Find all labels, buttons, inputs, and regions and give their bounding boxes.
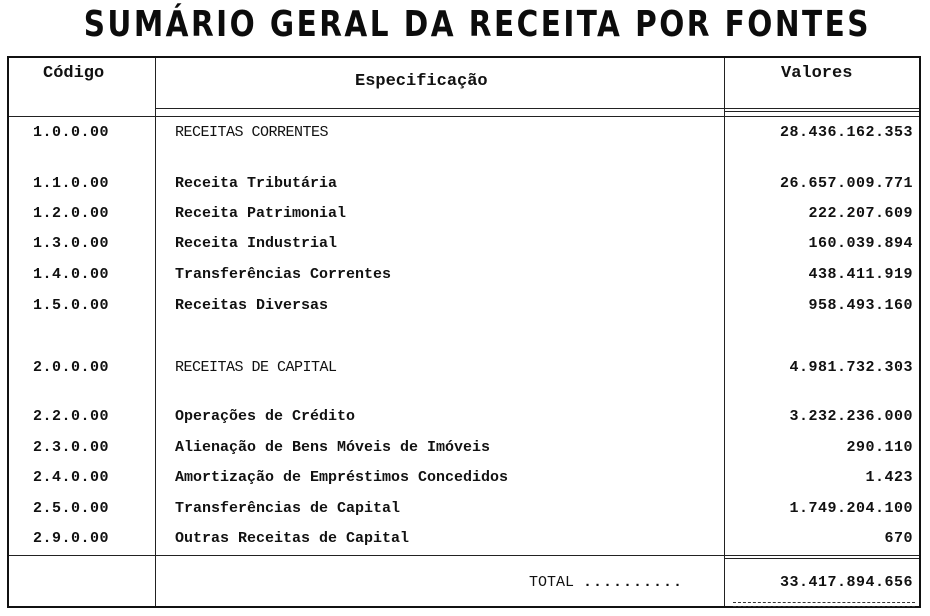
row-value: 222.207.609 [808, 205, 913, 222]
header-spec: Especificação [355, 72, 488, 91]
total-leader-dots: .......... [583, 574, 684, 591]
table-row [9, 291, 919, 321]
row-code: 1.5.0.00 [33, 297, 110, 314]
header-code: Código [43, 64, 105, 83]
table-row [9, 260, 919, 290]
row-code: 2.9.0.00 [33, 530, 110, 547]
total-value: 33.417.894.656 [779, 574, 913, 591]
table-row [9, 229, 919, 259]
table-row [9, 402, 919, 432]
total-double-underline [733, 602, 915, 607]
row-value: 1.749.204.100 [789, 500, 913, 517]
row-value: 1.423 [865, 469, 913, 486]
table-row [9, 199, 919, 229]
row-spec: RECEITAS DE CAPITAL [175, 359, 337, 376]
row-code: 1.3.0.00 [33, 235, 110, 252]
row-spec: Amortização de Empréstimos Concedidos [175, 469, 509, 486]
header-value: Valores [781, 64, 853, 83]
table-row [9, 463, 919, 493]
row-code: 1.1.0.00 [33, 175, 110, 192]
row-spec: Alienação de Bens Móveis de Imóveis [175, 439, 491, 456]
row-value: 438.411.919 [808, 266, 913, 283]
row-value: 3.232.236.000 [789, 408, 913, 425]
row-value: 670 [884, 530, 913, 547]
row-value: 958.493.160 [808, 297, 913, 314]
row-code: 2.0.0.00 [33, 359, 110, 376]
revenue-table [7, 56, 921, 608]
header-bottom-rule [9, 116, 919, 117]
row-spec: Transferências Correntes [175, 266, 392, 283]
page-title: SUMÁRIO GERAL DA RECEITA POR FONTES [83, 4, 871, 45]
table-row [9, 433, 919, 463]
row-spec: Operações de Crédito [175, 408, 356, 425]
row-value: 4.981.732.303 [789, 359, 913, 376]
table-row [9, 169, 919, 199]
header-separator-value [724, 108, 919, 112]
total-label [529, 568, 683, 598]
row-spec: Receita Patrimonial [175, 205, 347, 222]
row-spec: Outras Receitas de Capital [175, 530, 410, 547]
row-value: 290.110 [846, 439, 913, 456]
total-label-text: TOTAL [529, 574, 575, 591]
row-value: 28.436.162.353 [779, 124, 913, 141]
row-value: 26.657.009.771 [779, 175, 913, 192]
row-spec: Receita Industrial [175, 235, 338, 252]
row-code: 1.0.0.00 [33, 124, 110, 141]
row-spec: Receitas Diversas [175, 297, 329, 314]
table-row [9, 524, 919, 554]
total-separator-value [724, 555, 919, 559]
row-code: 1.2.0.00 [33, 205, 110, 222]
row-value: 160.039.894 [808, 235, 913, 252]
table-row [9, 353, 919, 383]
row-code: 1.4.0.00 [33, 266, 110, 283]
row-code: 2.5.0.00 [33, 500, 110, 517]
table-row [9, 494, 919, 524]
row-spec: Transferências de Capital [175, 500, 401, 517]
row-spec: Receita Tributária [175, 175, 338, 192]
row-code: 2.4.0.00 [33, 469, 110, 486]
row-code: 2.3.0.00 [33, 439, 110, 456]
table-row [9, 118, 919, 148]
row-code: 2.2.0.00 [33, 408, 110, 425]
row-spec: RECEITAS CORRENTES [175, 124, 329, 141]
